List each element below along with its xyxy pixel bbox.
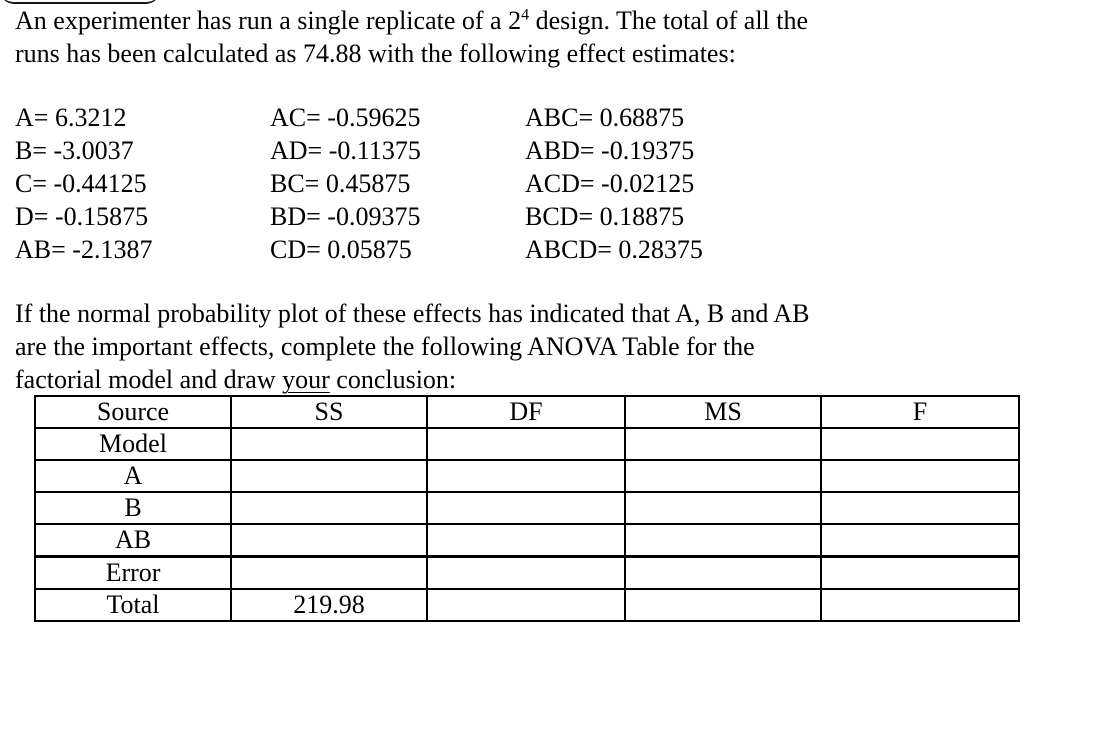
effect-estimate: ABCD= 0.28375	[525, 235, 703, 264]
cell-df[interactable]	[427, 492, 625, 524]
cell-source: Total	[35, 589, 231, 621]
cell-ms[interactable]	[625, 460, 821, 492]
cell-ms[interactable]	[625, 589, 821, 621]
effect-estimate: ACD= -0.02125	[525, 169, 695, 198]
intro-line-2: runs has been calculated as 74.88 with the following effect estimates:	[15, 39, 736, 68]
effect-estimate: BD= -0.09375	[270, 202, 421, 231]
effect-estimate: AC= -0.59625	[270, 103, 421, 132]
cell-source: Error	[35, 557, 231, 590]
effects-column-2	[270, 101, 421, 266]
anova-table	[34, 395, 1020, 622]
cell-ss[interactable]	[231, 460, 427, 492]
cell-source: Model	[35, 428, 231, 460]
table-row-error	[35, 557, 1019, 590]
question-paragraph	[15, 297, 810, 396]
cell-ms[interactable]	[625, 557, 821, 590]
question-line-1: If the normal probability plot of these effects has indicated that A, B and AB	[15, 299, 810, 328]
cell-df[interactable]	[427, 428, 625, 460]
table-row-b	[35, 492, 1019, 524]
table-row-ab	[35, 524, 1019, 557]
table-header-row	[35, 396, 1019, 428]
effect-estimate: BCD= 0.18875	[525, 202, 685, 231]
question-line-3-text: factorial model and draw	[15, 365, 283, 394]
table-row-total	[35, 589, 1019, 621]
effect-estimate: B= -3.0037	[15, 136, 134, 165]
effect-estimate: AD= -0.11375	[270, 136, 421, 165]
cell-ms[interactable]	[625, 524, 821, 557]
cell-df[interactable]	[427, 589, 625, 621]
cell-ss[interactable]	[231, 428, 427, 460]
question-line-3	[15, 365, 456, 394]
cell-df[interactable]	[427, 557, 625, 590]
cell-f[interactable]	[821, 589, 1019, 621]
cell-df[interactable]	[427, 460, 625, 492]
cell-source: A	[35, 460, 231, 492]
effect-estimate: D= -0.15875	[15, 202, 149, 231]
underlined-word: your	[282, 365, 330, 394]
effect-estimate: A= 6.3212	[15, 103, 127, 132]
cell-f[interactable]	[821, 428, 1019, 460]
cell-ms[interactable]	[625, 492, 821, 524]
header-ms: MS	[625, 396, 821, 428]
question-line-3-rest: conclusion:	[329, 365, 457, 394]
intro-paragraph	[15, 4, 808, 70]
cell-ss[interactable]	[231, 524, 427, 557]
cell-ss[interactable]	[231, 557, 427, 590]
cell-ms[interactable]	[625, 428, 821, 460]
header-ss: SS	[231, 396, 427, 428]
table-row-model	[35, 428, 1019, 460]
intro-line-1-text: An experimenter has run a single replicate of a 2	[15, 6, 522, 35]
intro-line-1-rest: design. The total of all the	[529, 6, 809, 35]
design-exponent: 4	[521, 6, 530, 24]
effect-estimate: C= -0.44125	[15, 169, 147, 198]
effect-estimate: AB= -2.1387	[15, 235, 153, 264]
cell-df[interactable]	[427, 524, 625, 557]
header-source: Source	[35, 396, 231, 428]
table-row-a	[35, 460, 1019, 492]
header-f: F	[821, 396, 1019, 428]
intro-line-1	[15, 6, 808, 35]
header-df: DF	[427, 396, 625, 428]
cell-f[interactable]	[821, 492, 1019, 524]
cell-f[interactable]	[821, 524, 1019, 557]
effects-column-3	[525, 101, 703, 266]
question-line-2: are the important effects, complete the following ANOVA Table for the	[15, 332, 755, 361]
cell-ss[interactable]	[231, 492, 427, 524]
cell-ss[interactable]: 219.98	[231, 589, 427, 621]
cell-f[interactable]	[821, 460, 1019, 492]
cell-source: AB	[35, 524, 231, 557]
effect-estimate: ABD= -0.19375	[525, 136, 695, 165]
cell-f[interactable]	[821, 557, 1019, 590]
effect-estimate: ABC= 0.68875	[525, 103, 685, 132]
cell-source: B	[35, 492, 231, 524]
effects-column-1	[15, 101, 152, 266]
effect-estimate: BC= 0.45875	[270, 169, 411, 198]
effect-estimate: CD= 0.05875	[270, 235, 412, 264]
